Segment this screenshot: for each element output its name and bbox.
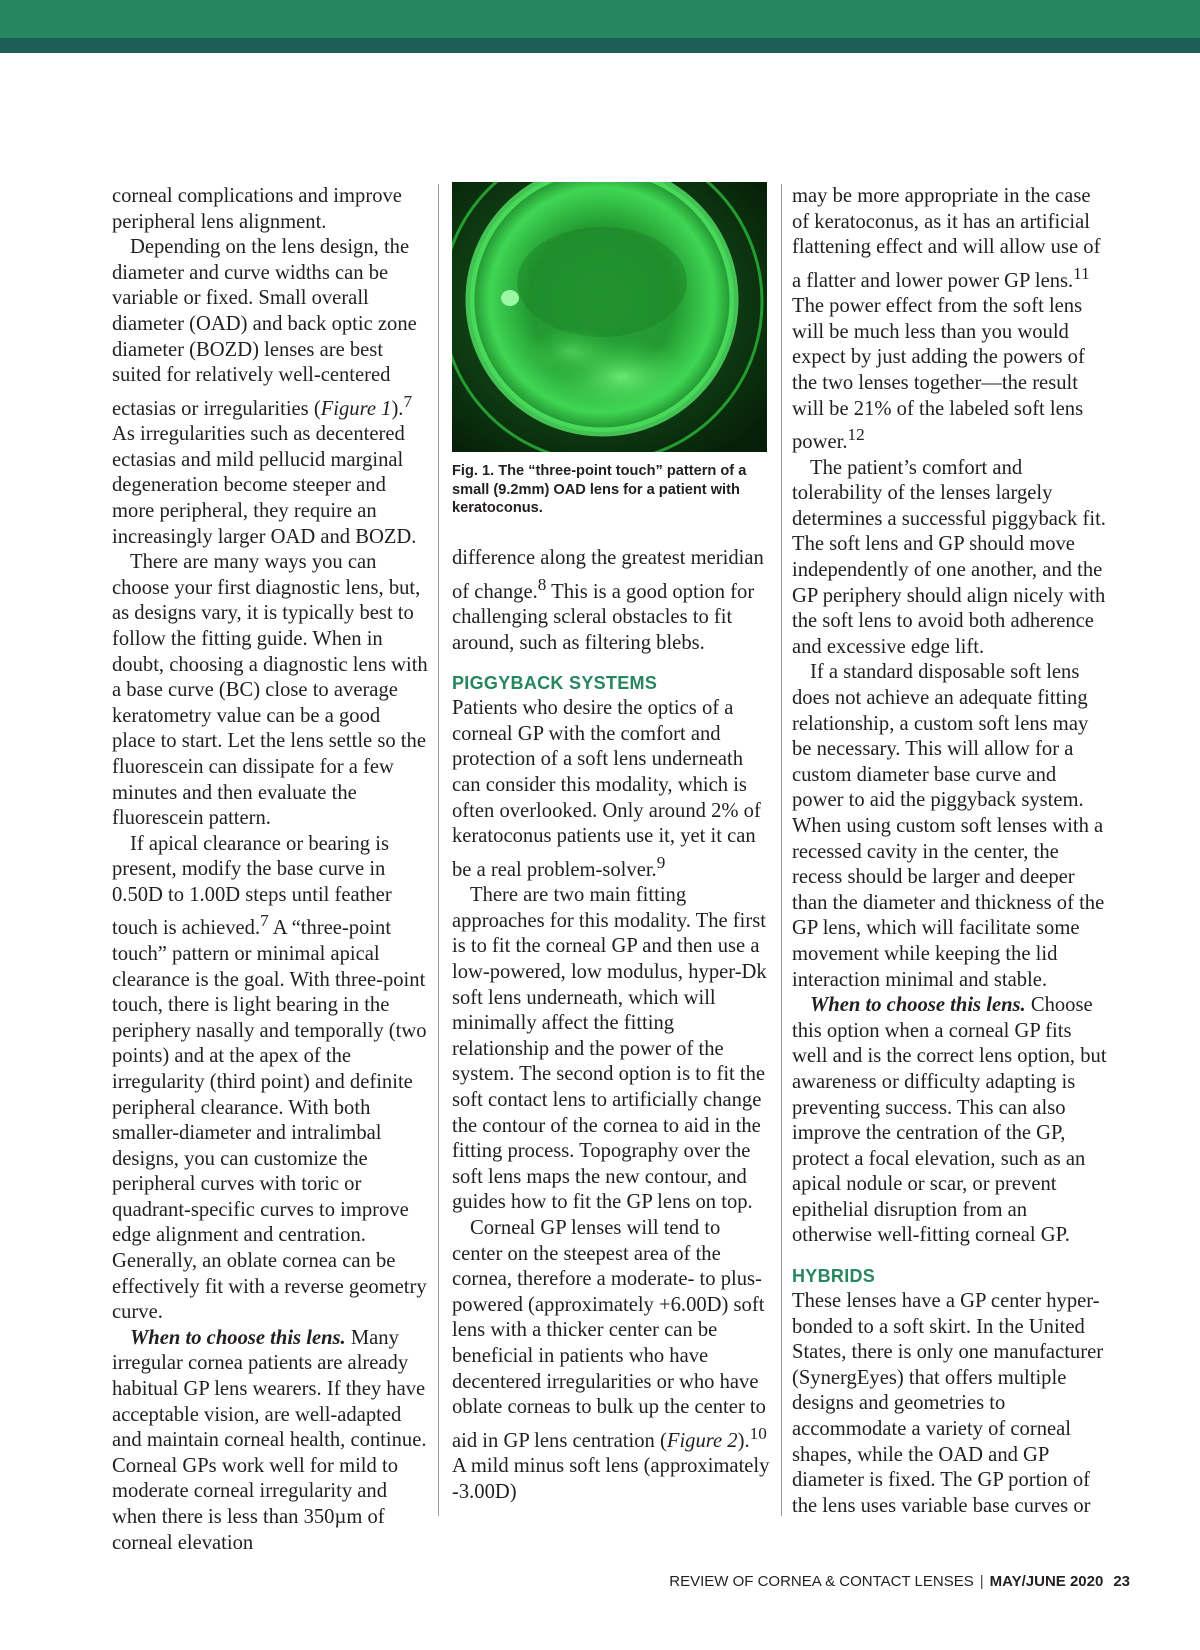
column-3 <box>792 184 1110 1519</box>
figure-reference: Figure 2 <box>666 1429 738 1452</box>
figure-reference: Figure 1 <box>320 397 392 420</box>
citation: 10 <box>749 1423 767 1443</box>
citation: 7 <box>403 391 413 411</box>
paragraph: Depending on the lens design, the diameter and curve widths can be variable or fixed. Small overall diameter (OAD) and back optic zone diameter (BOZD) lenses are best suited for relatively well-centered ectasias or irregularities (Figure 1).$^7$ As irregularities such as decentered ectasias and mild pellucid marginal degeneration become steeper and more peripheral, they require an increasingly larger OAD and BOZD. <box>112 236 417 548</box>
paragraph: When to choose this lens. Many irregular cornea patients are already habitual GP lens wearers. If they have acceptable vision, are well-adapted and maintain corneal health, continue. Corneal GPs work well for mild to moderate corneal irregularity and when there is less than 350µm of corneal elevation <box>112 1326 427 1554</box>
column-divider <box>438 184 439 1516</box>
fluorescein-pattern-photo <box>452 182 767 452</box>
column-divider <box>781 184 782 1516</box>
citation: 9 <box>656 852 666 872</box>
run-in-heading: When to choose this lens. <box>130 1326 346 1349</box>
paragraph: If a standard disposable soft lens does not achieve an adequate fitting relationship, a custom soft lens may be necessary. This will allow for a custom diameter base curve and power to aid the piggyback system. When using custom soft lenses with a recessed cavity in the center, the recess should be larger and deeper than the diameter and thickness of the GP lens, which will facilitate some movement while keeping the lid interaction minimal and stable. <box>792 661 1105 991</box>
paragraph: When to choose this lens. Choose this option when a corneal GP fits well and is the correct lens option, but awareness or difficulty adapting is preventing success. This can also improve the centration of the GP, protect a focal elevation, such as an apical nodule or scar, or prevent epithelial disruption from an otherwise well-fitting corneal GP. <box>792 994 1107 1247</box>
section-heading-hybrids: HYBRIDS <box>792 1266 876 1287</box>
paragraph: Corneal GP lenses will tend to center on the steepest area of the cornea, therefore a moderate- to plus-powered (approximately +6.00D) soft lens with a thicker center can be beneficial in patients who have decentered irregularities or who have oblate corneas to bulk up the center to aid in GP lens centration (Figure 2).$^{10}$ A mild minus soft lens (approximately -3.00D) <box>452 1216 770 1503</box>
paragraph: may be more appropriate in the case of keratoconus, as it has an artificial flattening effect and will allow use of a flatter and lower power GP lens.$^{11}$ The power effect from the soft lens will be much less than you would expect by just adding the powers of the two lenses together—the result will be 21% of the labeled soft lens power.$^{12}$ <box>792 185 1101 454</box>
paragraph: Patients who desire the optics of a corneal GP with the comfort and protection of a soft lens underneath can consider this modality, which is often overlooked. Only around 2% of keratoconus patients use it, yet it can be a real problem-solver.$^9$ <box>452 697 761 881</box>
citation: 12 <box>847 425 865 445</box>
citation: 8 <box>537 574 547 594</box>
page-footer <box>669 1573 1130 1590</box>
figure-caption: Fig. 1. The “three-point touch” pattern of a small (9.2mm) OAD lens for a patient with keratoconus. <box>452 463 747 517</box>
paragraph: The patient’s comfort and tolerability of the lenses largely determines a successful piggyback fit. The soft lens and GP should move independently of one another, and the GP periphery should align nicely with the soft lens to avoid both adherence and excessive edge lift. <box>792 456 1106 658</box>
column-2 <box>452 546 770 1505</box>
paragraph: difference along the greatest meridian of change.$^8$ This is a good option for challenging scleral obstacles to fit around, such as filtering blebs. <box>452 547 764 654</box>
header-band <box>0 0 1200 38</box>
footer-separator: | <box>979 1573 984 1590</box>
figure-1-image <box>452 182 767 452</box>
citation: 11 <box>1073 263 1090 283</box>
header-stripe <box>0 38 1200 53</box>
issue-date: MAY/JUNE 2020 <box>989 1573 1104 1590</box>
journal-name: REVIEW OF CORNEA & CONTACT LENSES <box>669 1573 974 1590</box>
page-number: 23 <box>1113 1573 1130 1590</box>
paragraph: There are many ways you can choose your first diagnostic lens, but, as designs vary, it is typically best to follow the fitting guide. When in doubt, choosing a diagnostic lens with a base curve (BC) close to average keratometry value can be a good place to start. Let the lens settle so the fluorescein can dissipate for a few minutes and then evaluate the fluorescein pattern. <box>112 551 428 830</box>
column-1 <box>112 184 428 1556</box>
paragraph: There are two main fitting approaches for this modality. The first is to fit the corneal GP and then use a low-powered, low modulus, hyper-Dk soft lens underneath, which will minimally affect the fitting relationship and the power of the system. The second option is to fit the soft contact lens to artificially change the contour of the cornea to aid in the fitting process. Topography over the soft lens maps the new contour, and guides how to fit the GP lens on top. <box>452 884 767 1214</box>
citation: 7 <box>260 911 269 931</box>
run-in-heading: When to choose this lens. <box>810 994 1026 1017</box>
paragraph: corneal complications and improve peripheral lens alignment. <box>112 185 402 233</box>
paragraph: If apical clearance or bearing is present, modify the base curve in 0.50D to 1.00D steps until feather touch is achieved.$^7$ A “three-point touch” pattern or minimal apical clearance is the goal. With three-point touch, there is light bearing in the periphery nasally and temporally (two points) and at the apex of the irregularity (third point) and definite peripheral clearance. With both smaller-diameter and intralimbal designs, you can customize the peripheral curves with toric or quadrant-specific curves to improve edge alignment and centration. Generally, an oblate cornea can be effectively fit with a reverse geometry curve. <box>112 832 427 1324</box>
section-heading-piggyback: PIGGYBACK SYSTEMS <box>452 673 658 694</box>
paragraph: These lenses have a GP center hyper-bonded to a soft skirt. In the United States, there is only one manufacturer (SynergEyes) that offers multiple designs and geometries to accommodate a variety of corneal shapes, while the OAD and GP diameter is fixed. The GP portion of the lens uses variable base curves or <box>792 1290 1104 1517</box>
